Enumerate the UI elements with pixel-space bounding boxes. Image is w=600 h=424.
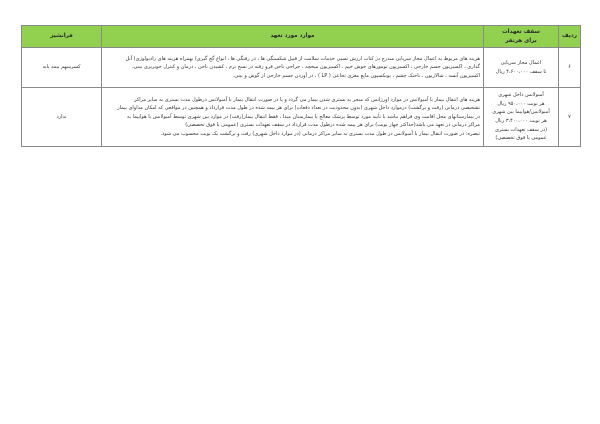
limit-line: آمبولانس/هواپیما بین شهری xyxy=(492,109,550,116)
header-limit-line1: سقف تعهدات xyxy=(502,28,540,35)
coverage-limit-cell xyxy=(484,88,559,147)
franchise-cell: ندارد xyxy=(22,88,102,147)
limit-line: هر نوبت ۹۵۰،۰۰۰ ریال xyxy=(497,100,545,107)
table-row xyxy=(22,88,581,147)
header-limit-line2: برای هرنفر xyxy=(505,37,537,44)
header-franchise: فرانشیز xyxy=(22,26,102,48)
franchise-cell: کسرسهم بیمه پایه xyxy=(22,48,102,88)
coverage-table xyxy=(21,25,581,147)
limit-line: تا سقف ۴،۶۰۰،۰۰۰ ریال xyxy=(495,68,547,75)
limit-line: عمومی یا فوق تخصصی) xyxy=(495,135,547,142)
header-covered-items: موارد مورد تعهد xyxy=(102,26,484,48)
limit-line: اعمال مجاز سرپایی xyxy=(500,59,542,66)
description-line: گذاری ، اکسیزیون جسم خارجی ، اکسیزیون تومورهای خوش خیم ، اکسیزیون میخچه ، جراحی ناخن فرو رفته در نسج نرم ، کشیدن ناخن ، درمان و کنترل خونریزی بینی، xyxy=(132,64,480,71)
covered-items-cell xyxy=(102,88,484,147)
description-line: هزینه های مربوط به اعمال مجاز سرپایی مندرج در کتاب ارزش نسبی خدمات سلامت از قبیل شکستگی ها ، در رفتگی ها ، انواع گچ گیری) بهمراه هزینه های رادیولوژی) آتل xyxy=(125,55,480,62)
description-line: در بیمارستانهای محل اقامت وی فراهم نباشد با تأیید مورد توسط پزشک معالج یا بیمارستان مبدا ، فقط انتقال بیمار(رفت) در موارد بین شهری توسط آمبولانس یا هواپیما به xyxy=(127,113,480,120)
description-line: هزینه های انتقال بیمار با آمبولانس در موارد اورژانس که منجر به بستری شدن بیمار می گردد و یا در صورت انتقال بیمار با آمبولانس درطول مدت بستری به سایر مراکز xyxy=(134,96,480,103)
description-line: اکسیزیون آبسه ، شالازیون ، ناخنک چشم ، پونکسیون مایع مغزی نخاعی ( LP ) ، در آوردن جسم خارجی از گوش و بینی. xyxy=(232,72,480,79)
coverage-limit-cell xyxy=(484,48,559,88)
table-header-row xyxy=(22,26,581,48)
description-line: تبصره: در صورت انتقال بیمار با آمبولانس در طول مدت بستری به سایر مراکز درمانی (در موارد داخل شهری) رفت و برگشت یک نوبت محسوب می شود. xyxy=(160,130,480,137)
covered-items-cell xyxy=(102,48,484,88)
header-coverage-limit xyxy=(484,26,559,48)
limit-line: آمبولانس داخل شهری xyxy=(498,92,544,99)
row-number-cell: ۶ xyxy=(559,48,581,88)
limit-line: هر نوبت ۳،۴۰۰،۰۰۰ ریال xyxy=(495,118,547,124)
limit-line: (در سقف تعهدات بستری xyxy=(494,126,548,133)
description-line: مراکز درمانی در تعهد می باشد(حداکثر چهار نوبت) برای هر بیمه شده درطول مدت قرارداد در سقف تعهدات بستری (عمومی یا فوق تخصصی) xyxy=(185,122,480,129)
table-row xyxy=(22,48,581,88)
header-row-number: ردیف xyxy=(559,26,581,48)
description-line: تشخیصی درمانی (رفت و برگشت) درموارد داخل شهری (بدون محدودیت در تعداد دفعات) برای هر بیمه شده در طول مدت قرارداد و همچنین در مواقعی که امکان مداوای بیمار xyxy=(117,105,480,112)
row-number-cell: ۷ xyxy=(559,88,581,147)
